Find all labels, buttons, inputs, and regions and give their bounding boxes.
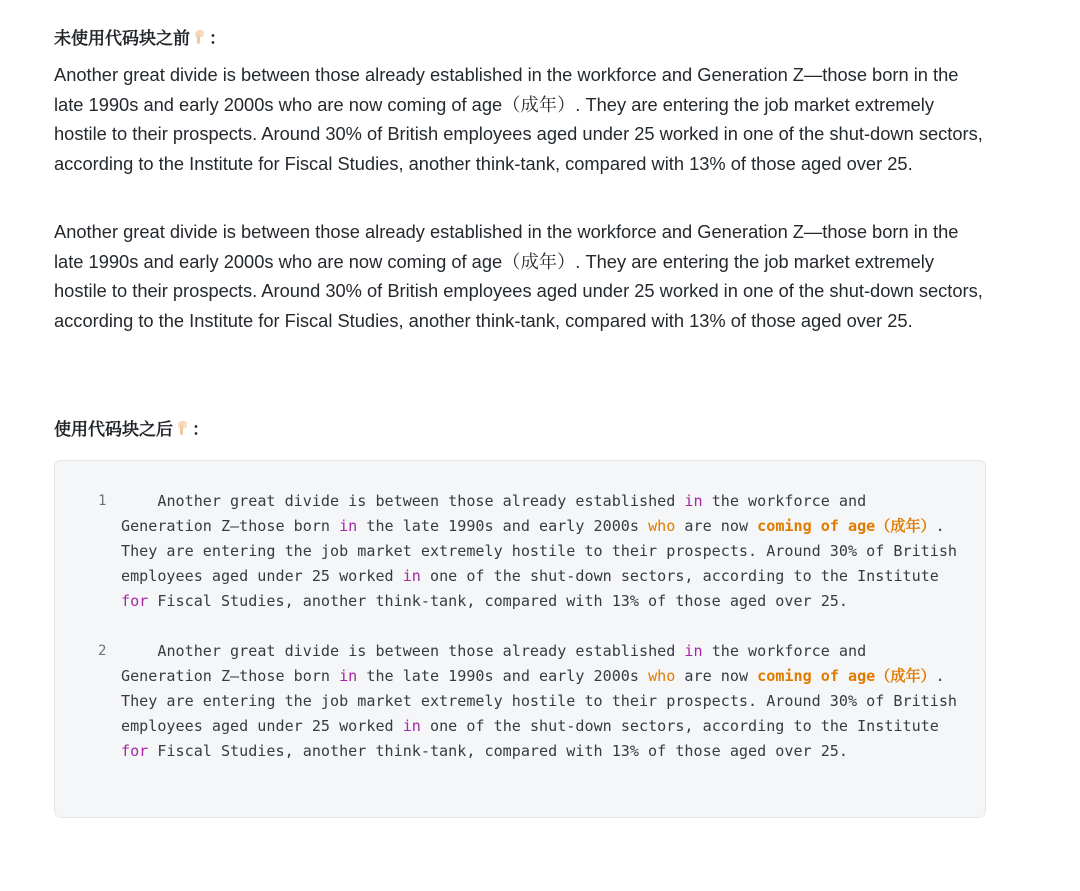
code-token: one of the shut-down sectors, according to the Institute xyxy=(420,567,948,585)
code-token: are now xyxy=(675,517,758,535)
line-number: 2 xyxy=(98,643,107,659)
after-heading xyxy=(54,415,209,440)
code-line-text xyxy=(121,489,967,614)
code-token: one of the shut-down sectors, according to the Institute xyxy=(420,717,948,735)
code-keyword: in xyxy=(402,717,421,735)
code-token: Fiscal Studies, another think-tank, compared with 13% of those aged over 25. xyxy=(148,742,848,760)
code-keyword: in xyxy=(339,667,358,685)
code-token: are now xyxy=(675,667,758,685)
code-keyword: for xyxy=(121,742,149,760)
code-keyword: in xyxy=(684,492,703,510)
after-heading-text: 使用代码块之后 xyxy=(54,420,173,440)
code-token: the workforce and Generation Z—those born xyxy=(121,642,876,685)
code-token: Fiscal Studies, another think-tank, compared with 13% of those aged over 25. xyxy=(148,592,848,610)
code-highlight: coming of age（成年） xyxy=(757,517,936,535)
before-heading xyxy=(54,24,226,49)
code-token: Another great divide is between those already established xyxy=(121,642,685,660)
after-heading-colon: ： xyxy=(192,420,209,440)
code-token: the workforce and Generation Z—those born xyxy=(121,492,876,535)
code-line-text xyxy=(121,639,967,764)
before-heading-colon: ： xyxy=(209,29,226,49)
code-block[interactable] xyxy=(54,460,986,818)
prose-paragraph: Another great divide is between those already established in the workforce and Generation Z—those born in the late 1990s and early 2000s who are now coming of age（成年）. They are entering the job market extremely hostile to their prospects. Around 30% of British employees aged under 25 worked in one of the shut-down sectors, according to the Institute for Fiscal Studies, another think-tank, compared with 13% of those aged over 25. xyxy=(54,221,983,331)
pointing-down-hand-icon xyxy=(193,29,207,45)
code-token: the late 1990s and early 2000s xyxy=(357,517,649,535)
code-keyword: in xyxy=(684,642,703,660)
code-keyword: in xyxy=(339,517,358,535)
prose-paragraph: Another great divide is between those already established in the workforce and Generation Z—those born in the late 1990s and early 2000s who are now coming of age（成年）. They are entering the job market extremely hostile to their prospects. Around 30% of British employees aged under 25 worked in one of the shut-down sectors, according to the Institute for Fiscal Studies, another think-tank, compared with 13% of those aged over 25. xyxy=(54,64,983,174)
code-keyword: for xyxy=(121,592,149,610)
code-token: . They are entering the job market extremely hostile to their prospects. Around 30% of British employees aged under 25 worked xyxy=(121,667,967,735)
code-token: the late 1990s and early 2000s xyxy=(357,667,649,685)
before-heading-text: 未使用代码块之前 xyxy=(54,29,190,49)
code-highlight: coming of age（成年） xyxy=(757,667,936,685)
code-token: Another great divide is between those already established xyxy=(121,492,685,510)
code-keyword: who xyxy=(648,667,676,685)
code-keyword: in xyxy=(402,567,421,585)
line-number: 1 xyxy=(98,493,107,509)
code-keyword: who xyxy=(648,517,676,535)
code-token: . They are entering the job market extremely hostile to their prospects. Around 30% of British employees aged under 25 worked xyxy=(121,517,967,585)
pointing-down-hand-icon xyxy=(176,420,190,436)
